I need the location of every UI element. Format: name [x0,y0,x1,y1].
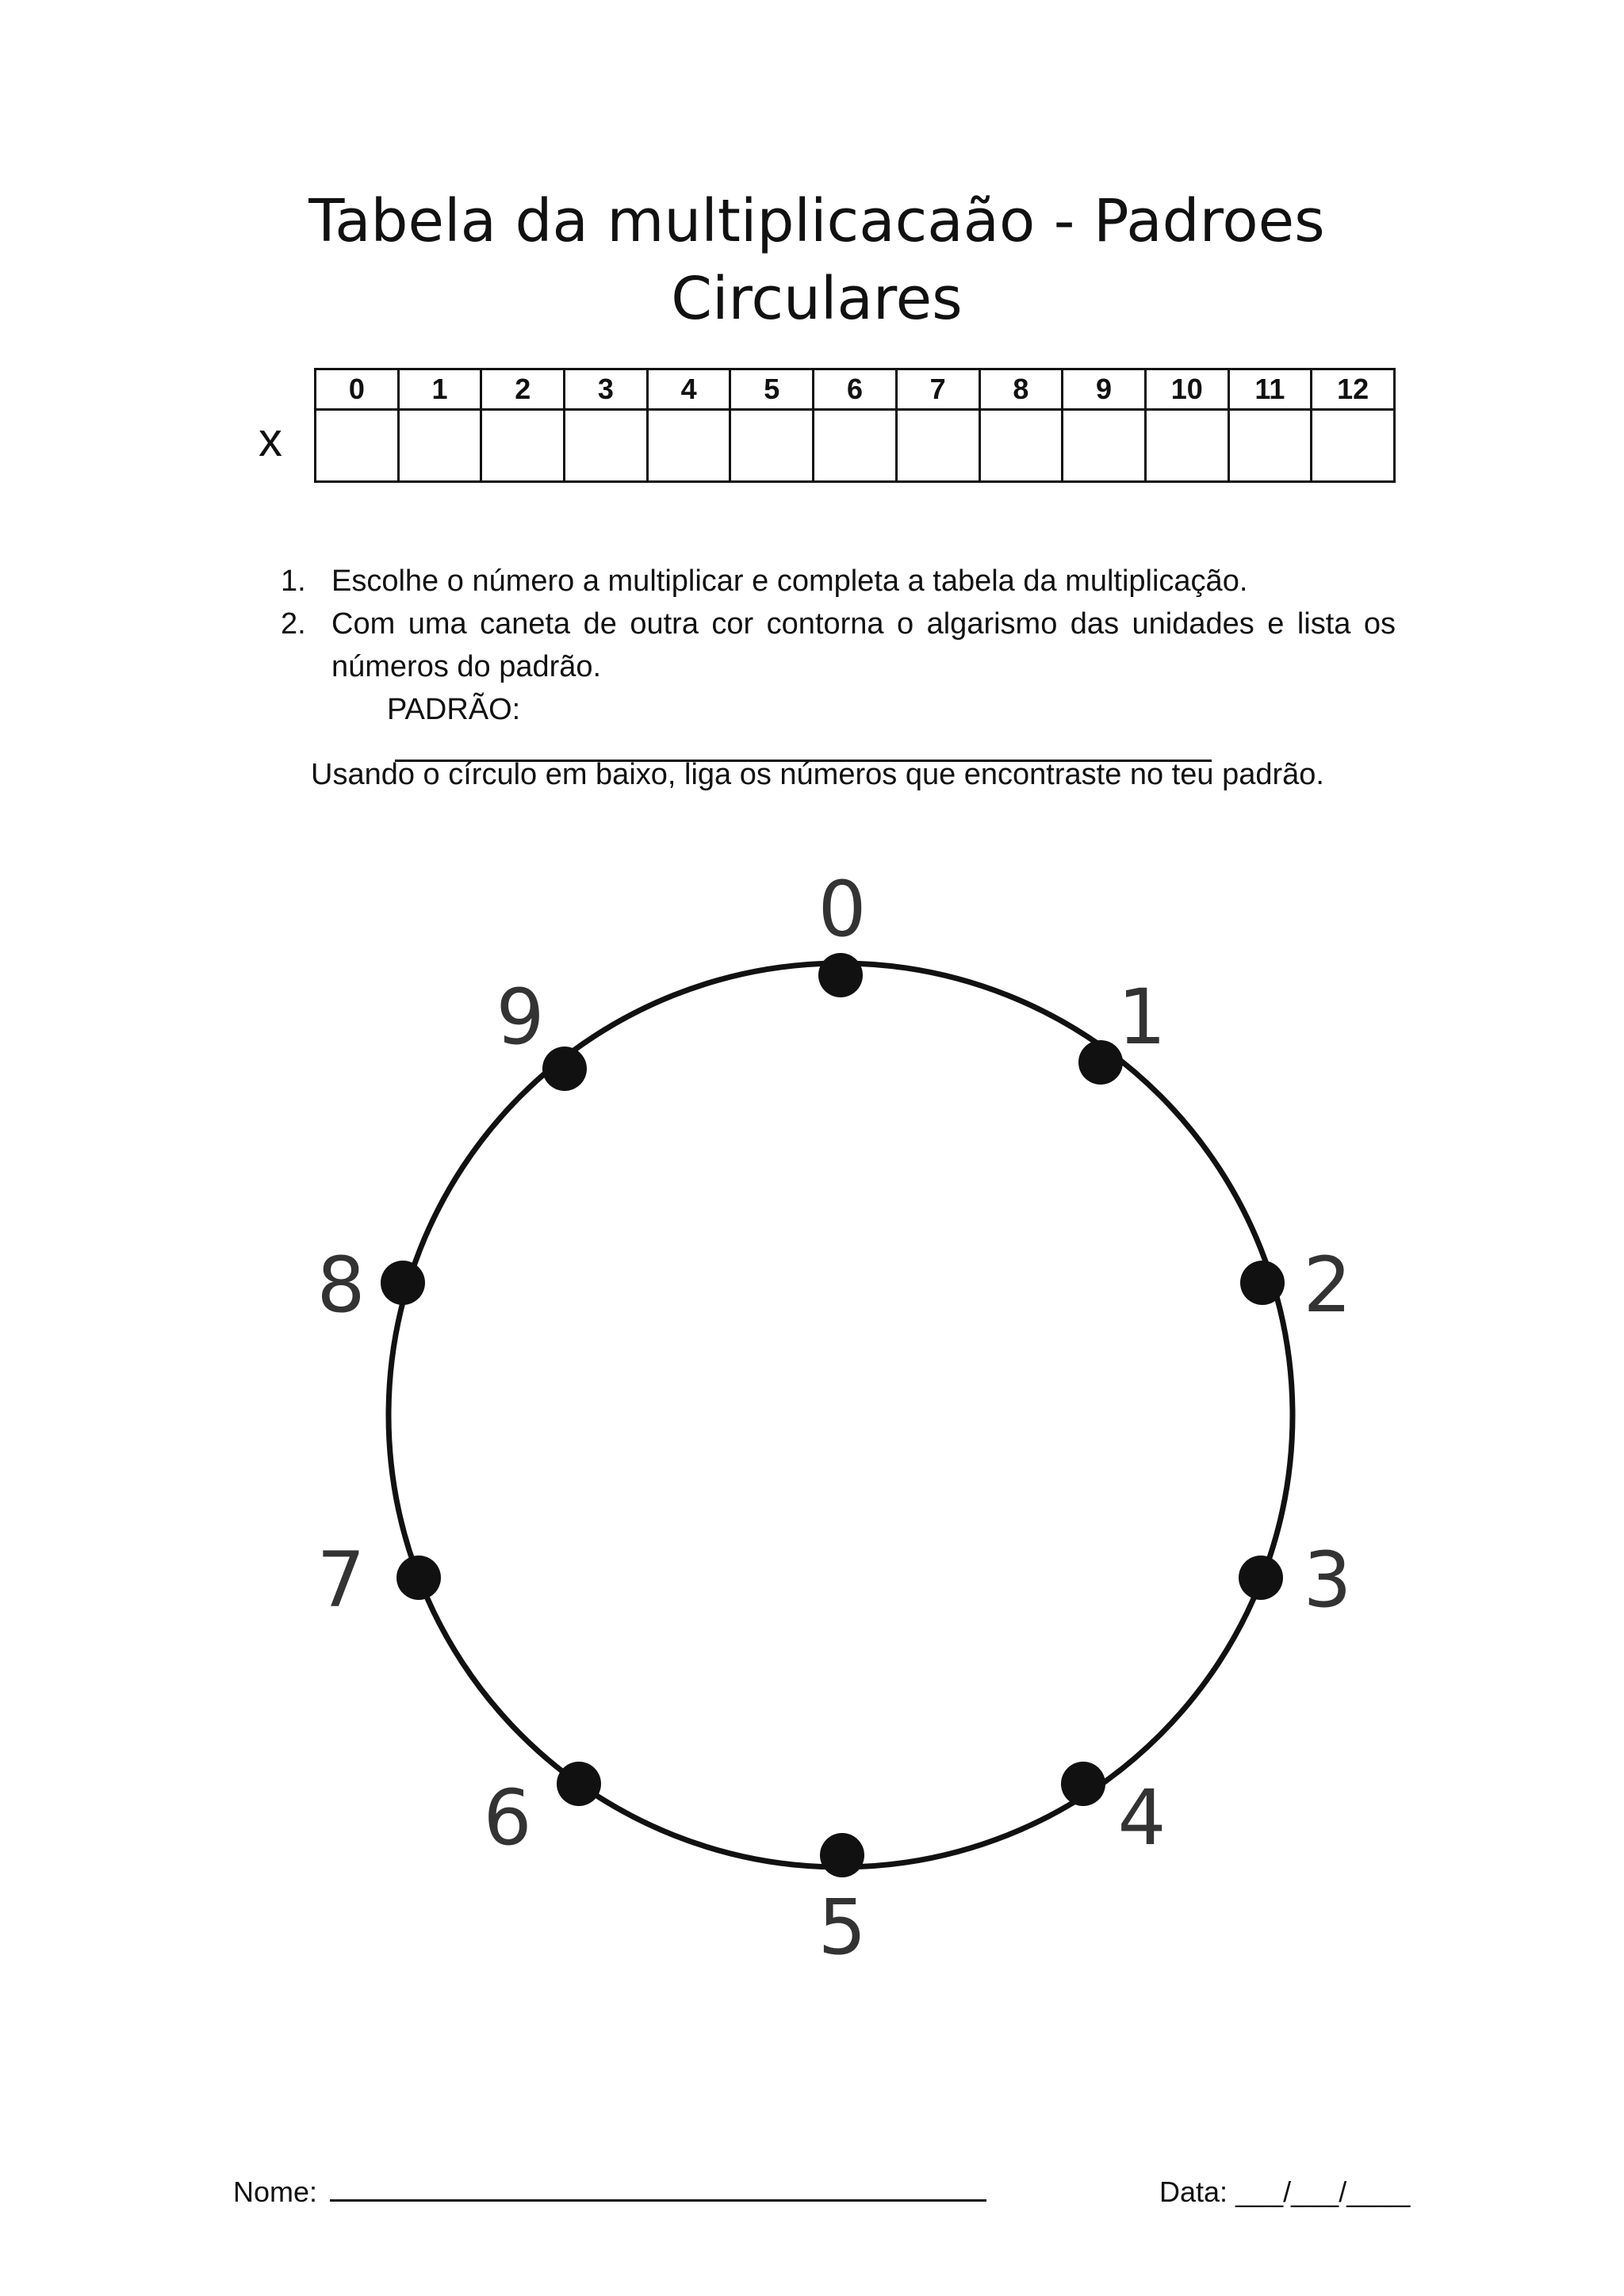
circle-label-2: 2 [1303,1241,1352,1330]
header-cell: 6 [814,369,897,410]
header-cell: 3 [565,369,648,410]
circle-dot-0[interactable] [818,953,863,997]
circle-dot-9[interactable] [542,1047,587,1091]
title-line-2: Circulares [671,265,963,333]
date-blank[interactable]: ___/___/____ [1235,2175,1411,2208]
name-label: Nome: [233,2175,318,2208]
header-cell: 7 [896,369,979,410]
circle-label-3: 3 [1303,1536,1352,1624]
instruction-1-text: Escolhe o número a multiplicar e completa a tabela da multiplicação. [331,564,1248,598]
instruction-1-number: 1. [281,564,306,598]
circle-dot-6[interactable] [557,1762,601,1806]
instruction-2-text-line-1: Com uma caneta de outra cor contorna o algarismo das unidades e lista os [331,607,1396,641]
title-line-1: Tabela da multiplicacaão - Padroes [308,187,1325,255]
pattern-circle [389,963,1293,1867]
instruction-2-text-line-2: números do padrão. [331,650,602,683]
circle-label-7: 7 [316,1536,366,1624]
circle-dot-7[interactable] [396,1556,441,1600]
circle-dot-1[interactable] [1078,1040,1123,1085]
header-cell: 4 [647,369,730,410]
circle-instruction: Usando o círculo em baixo, liga os números que encontraste no teu padrão. [311,758,1324,791]
header-cell: 12 [1312,369,1395,410]
instruction-2-number: 2. [281,607,306,641]
header-cell: 2 [481,369,565,410]
date-label: Data: [1159,2175,1228,2208]
header-cell: 0 [316,369,399,410]
header-cell: 9 [1063,369,1146,410]
name-answer-line[interactable] [330,2177,986,2202]
pattern-label: PADRÃO: [387,693,521,726]
header-cell: 5 [730,369,814,410]
header-cell: 1 [398,369,481,410]
circle-dot-3[interactable] [1239,1556,1283,1600]
circle-label-6: 6 [483,1774,532,1862]
header-cell: 10 [1145,369,1228,410]
multiply-symbol: x [259,413,282,466]
circle-dot-4[interactable] [1061,1762,1105,1806]
circle-label-1: 1 [1117,973,1166,1062]
circle-dot-8[interactable] [381,1261,425,1305]
name-field [233,2172,986,2212]
header-cell: 8 [979,369,1063,410]
circle-label-0: 0 [818,865,867,954]
header-cell: 11 [1228,369,1312,410]
circle-label-4: 4 [1117,1774,1166,1862]
circle-dot-5[interactable] [820,1833,864,1877]
circle-label-5: 5 [818,1883,867,1972]
date-field [1159,2172,1410,2212]
circle-label-9: 9 [496,973,545,1062]
circle-label-8: 8 [316,1241,366,1330]
circle-dot-2[interactable] [1240,1261,1285,1305]
